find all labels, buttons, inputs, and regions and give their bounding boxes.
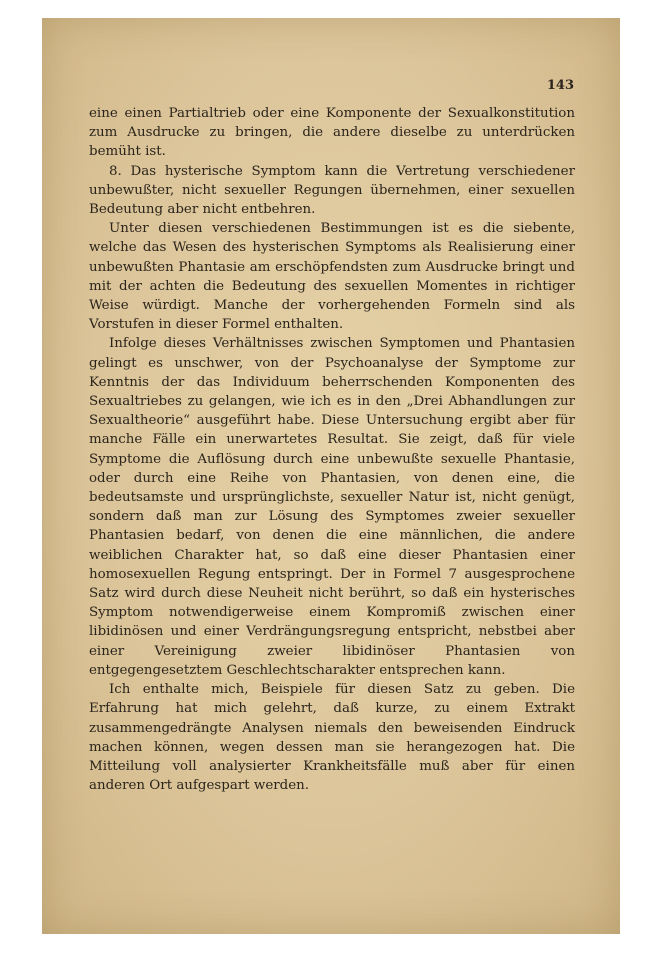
page-number: 143	[546, 78, 574, 93]
body-text	[89, 104, 575, 795]
paragraph-determinations: Unter diesen verschiedenen Bestimmungen ist es die siebente, welche das Wesen des hysterischen Symptoms als Realisierung einer unbewußten Phantasie am erschöpfendsten zum Ausdrucke bringt und mit der achten die Bedeutung des sexuellen Momentes in richtiger Weise würdigt. Manche der vorhergehenden Formeln sind als Vorstufen in dieser Formel enthalten.	[89, 221, 575, 333]
paragraph-continued: eine einen Partialtrieb oder eine Komponente der Sexualkonstitution zum Ausdrucke zu bringen, die andere dieselbe zu unterdrücken bemüht ist.	[89, 106, 575, 160]
book-page	[42, 18, 620, 934]
paragraph-formula-8: 8. Das hysterische Symptom kann die Vertretung verschiedener unbewußter, nicht sexueller Regungen übernehmen, einer sexuellen Bedeutung aber nicht entbehren.	[89, 163, 575, 218]
paragraph-examples: Ich enthalte mich, Beispiele für diesen Satz zu geben. Die Erfahrung hat mich gelehrt, daß kurze, zu einem Extrakt zusammengedrängte Analysen niemals den beweisenden Eindruck machen können, wegen dessen man sie herangezogen hat. Die Mitteilung voll analysierter Krankheitsfälle muß aber für einen anderen Ort aufgespart werden.	[89, 682, 575, 794]
paragraph-phantasies: Infolge dieses Verhältnisses zwischen Symptomen und Phantasien gelingt es unschwer, von der Psychoanalyse der Symptome zur Kenntnis der das Individuum beherrschenden Komponenten des Sexualtriebes zu gelangen, wie ich es in den „Drei Abhandlungen zur Sexualtheorie“ ausgeführt habe. Diese Untersuchung ergibt aber für manche Fälle ein unerwartetes Resultat. Sie zeigt, daß für viele Symptome die Auflösung durch eine unbewußte sexuelle Phantasie, oder durch eine Reihe von Phantasien, von denen eine, die bedeutsamste und ursprünglichste, sexueller Natur ist, nicht genügt, sondern daß man zur Lösung des Symptomes zweier sexueller Phantasien bedarf, von denen die eine männlichen, die andere weiblichen Charakter hat, so daß eine dieser Phantasien einer homosexuellen Regung entspringt. Der in Formel 7 ausgesprochene Satz wird durch diese Neuheit nicht berührt, so daß ein hysterisches Symptom notwendigerweise einem Kompromiß zwischen einer libidinösen und einer Verdrängungsregung entspricht, nebstbei aber einer Vereinigung zweier libidinöser Phantasien von entgegengesetztem Geschlechtscharakter entsprechen kann.	[89, 336, 575, 678]
